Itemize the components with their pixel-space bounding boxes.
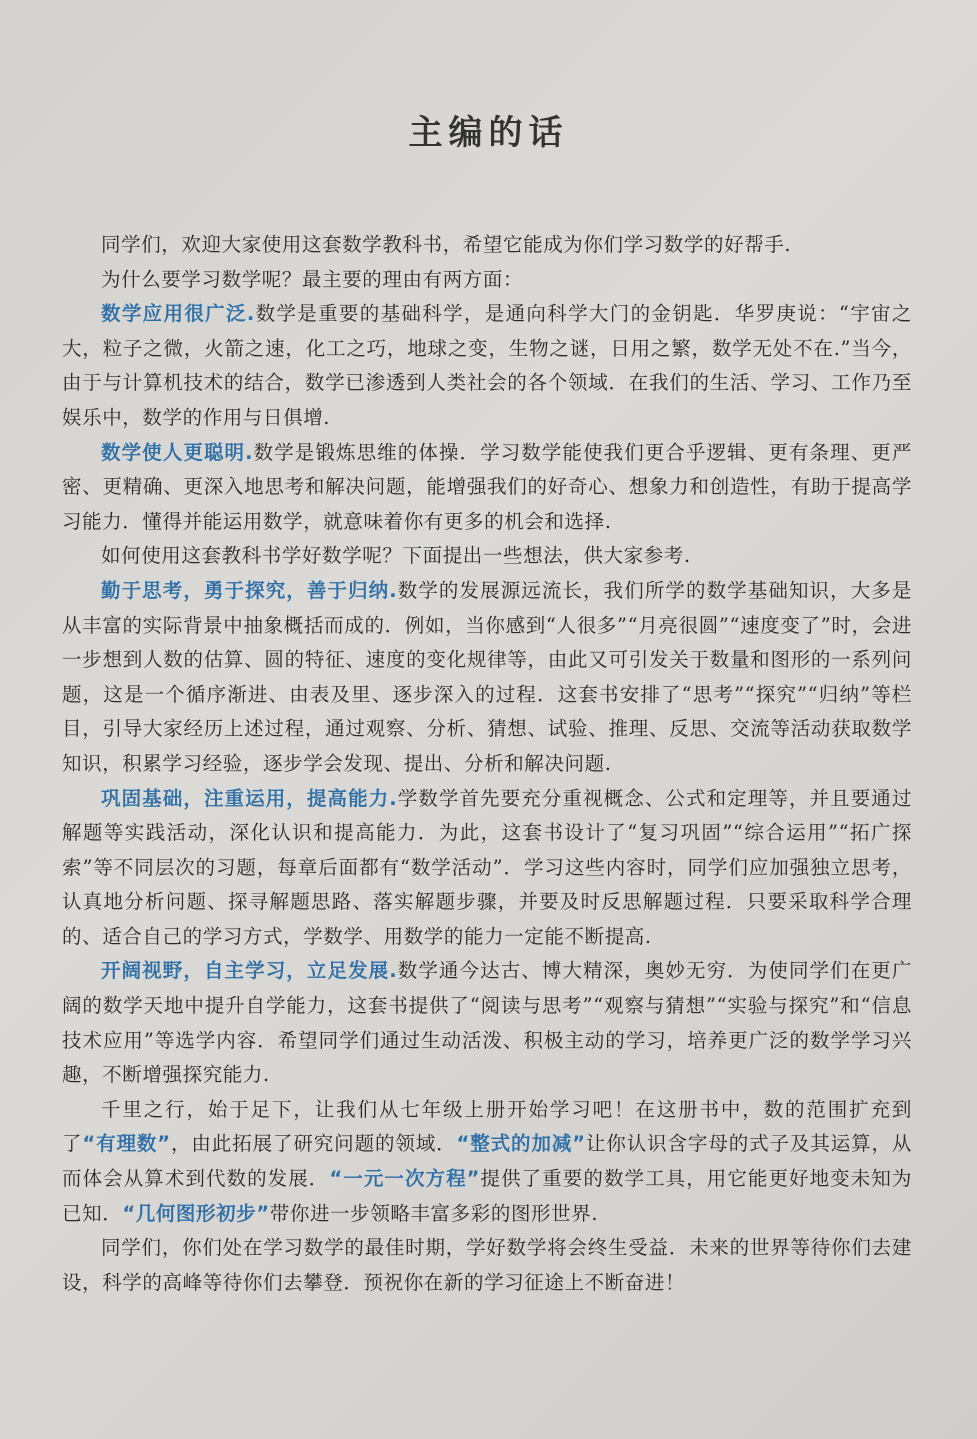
paragraph [62, 1093, 912, 1231]
paragraph-text: 学数学首先要充分重视概念、公式和定理等，并且要通过解题等实践活动，深化认识和提高能力．为此，这套书设计了“复习巩固”“综合运用”“拓广探索”等不同层次的习题，每章后面都有“数学活动”．学习这些内容时，同学们应加强独立思考，认真地分析问题、探寻解题思路、落实解题步骤，并要及时反思解题过程．只要采取科学合理的、适合自己的学习方式，学数学、用数学的能力一定能不断提高. [62, 786, 912, 948]
highlight-heading: “几何图形初步” [122, 1201, 270, 1225]
paragraph-text: 数学通今达古、博大精深，奥妙无穷．为使同学们在更广阔的数学天地中提升自学能力，这套书提供了“阅读与思考”“观察与猜想”“实验与探究”和“信息技术应用”等选学内容．希望同学们通过生动活泼、积极主动的学习，培养更广泛的数学学习兴趣，不断增强探究能力. [62, 959, 912, 1087]
paragraph-text: 数学的发展源远流长，我们所学的数学基础知识，大多是从丰富的实际背景中抽象概括而成的．例如，当你感到“人很多”“月亮很圆”“速度变了”时，会进一步想到人数的估算、圆的特征、速度的变化规律等，由此又可引发关于数量和图形的一系列问题，这是一个循序渐进、由表及里、逐步深入的过程．这套书安排了“思考”“探究”“归纳”等栏目，引导大家经历上述过程，通过观察、分析、猜想、试验、推理、反思、交流等活动获取数学知识，积累学习经验，逐步学会发现、提出、分析和解决问题. [62, 578, 912, 775]
highlight-heading: 开阔视野，自主学习，立足发展. [101, 959, 398, 983]
paragraph [62, 228, 912, 263]
paragraph [62, 297, 912, 435]
paragraph-text: 如何使用这套教科书学好数学呢？下面提出一些想法，供大家参考. [101, 544, 691, 568]
highlight-heading: 勤于思考，勇于探究，善于归纳. [101, 578, 398, 602]
paragraph [62, 782, 912, 955]
paragraph-text: 为什么要学习数学呢？最主要的理由有两方面： [101, 267, 524, 291]
highlight-heading: 数学使人更聪明. [101, 440, 254, 464]
paragraph [62, 954, 912, 1092]
paragraph-text: 数学是重要的基础科学，是通向科学大门的金钥匙．华罗庚说：“宇宙之大，粒子之微，火箭之速，化工之巧，地球之变，生物之谜，日用之繁，数学无处不在.”当今，由于与计算机技术的结合，数学已渗透到人类社会的各个领域．在我们的生活、学习、工作乃至娱乐中，数学的作用与日俱增. [62, 302, 912, 429]
paragraph-text: 带你进一步领略丰富多彩的图形世界. [269, 1201, 599, 1225]
paragraph-text: 千里之行，始于足下，让我们从七年级上册开始学习吧！在这册书中，数的范围扩充到了 [62, 1097, 912, 1156]
paragraph [62, 539, 912, 574]
paragraph-text: 同学们，欢迎大家使用这套数学教科书，希望它能成为你们学习数学的好帮手. [101, 233, 792, 256]
paragraph [62, 436, 912, 540]
paragraph-text: 同学们，你们处在学习数学的最佳时期，学好数学将会终生受益．未来的世界等待你们去建设，科学的高峰等待你们去攀登．预祝你在新的学习征途上不断奋进！ [62, 1236, 912, 1294]
highlight-heading: 巩固基础，注重运用，提高能力. [101, 786, 398, 810]
paragraph-text: 让你认识含字母的式子及其运算，从而体会从算术到代数的发展． [62, 1132, 912, 1191]
paragraph-text: 数学是锻炼思维的体操．学习数学能使我们更合乎逻辑、更有条理、更严密、更精确、更深入地思考和解决问题，能增强我们的好奇心、想象力和创造性，有助于提高学习能力．懂得并能运用数学，就意味着你有更多的机会和选择. [62, 440, 912, 533]
paragraph [62, 1231, 912, 1300]
body-text [62, 228, 912, 1300]
highlight-heading: 数学应用很广泛. [101, 302, 255, 326]
highlight-heading: “一元一次方程” [329, 1167, 481, 1191]
highlight-heading: “整式的加减” [456, 1132, 586, 1156]
paragraph [62, 263, 912, 298]
paragraph [62, 574, 912, 782]
paragraph-text: 提供了重要的数学工具，用它能更好地变未知为已知． [62, 1167, 912, 1225]
paragraph-text: ，由此拓展了研究问题的领域． [170, 1132, 457, 1156]
highlight-heading: “有理数” [82, 1132, 171, 1156]
page-title: 主编的话 [408, 113, 569, 153]
